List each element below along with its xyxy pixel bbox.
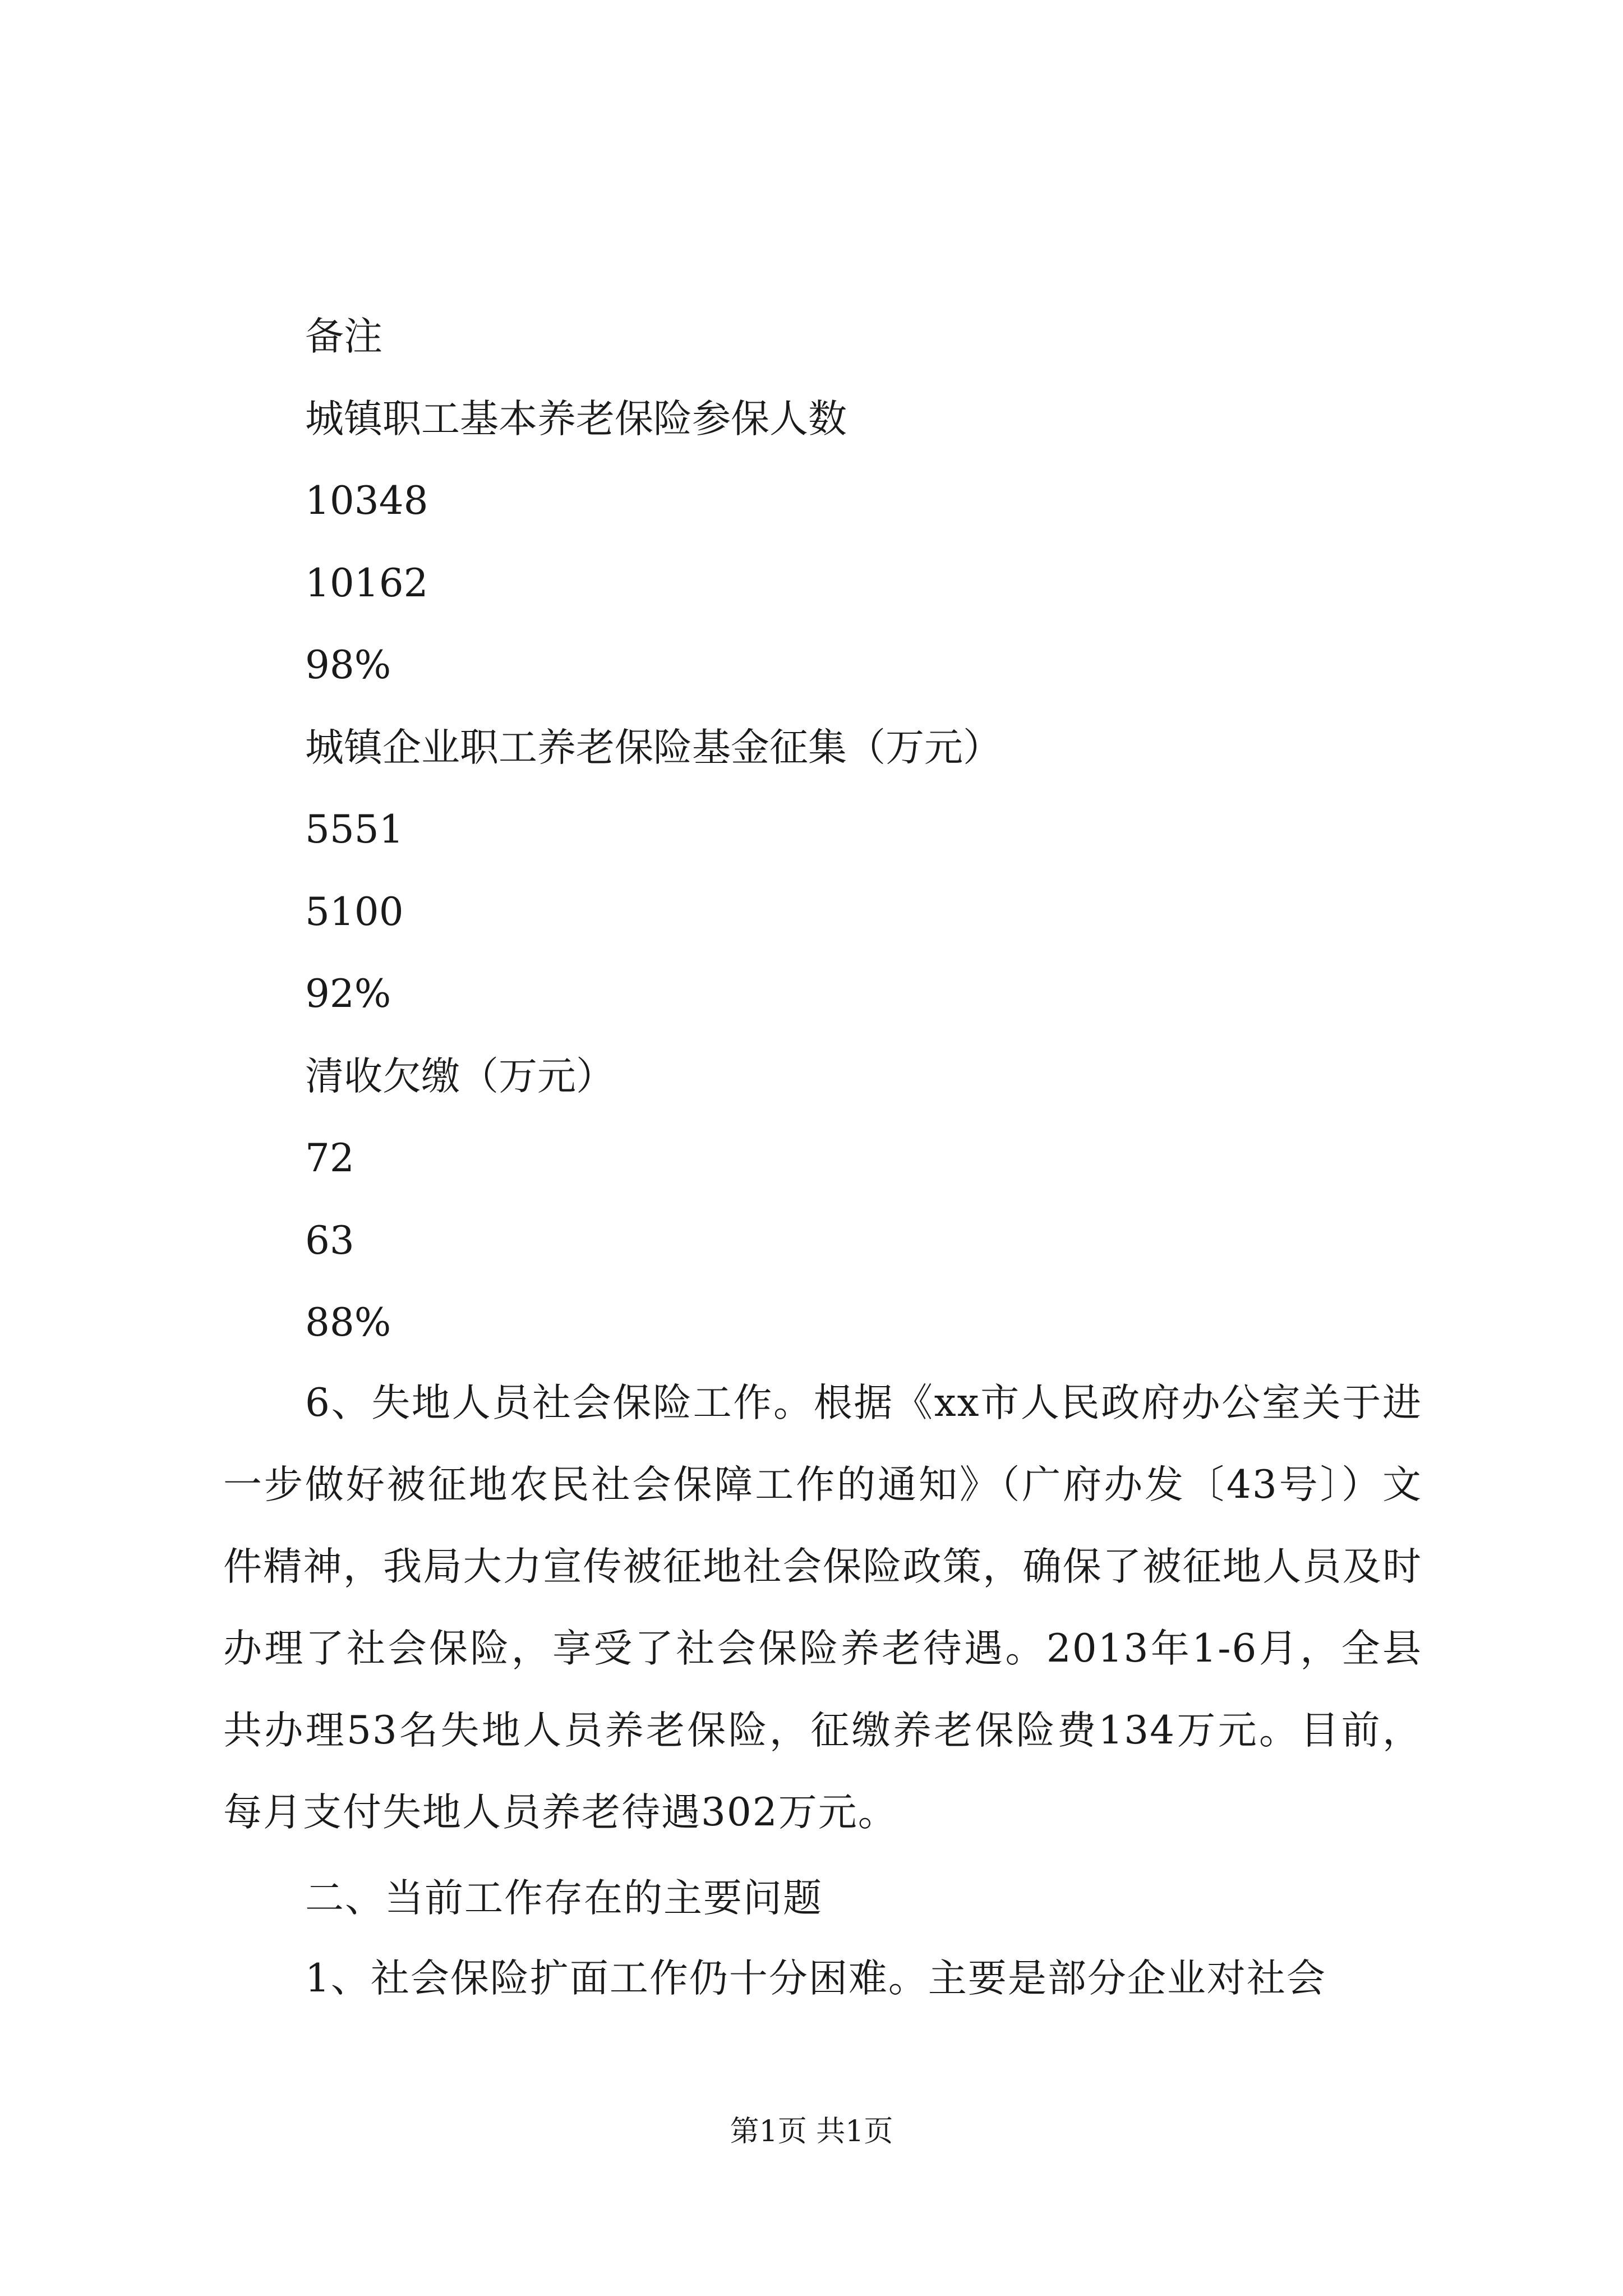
table-line-value: 5551 bbox=[305, 807, 404, 852]
paragraph-insurance-expansion: 1、社会保险扩面工作仍十分困难。主要是部分企业对社会 bbox=[305, 1956, 1326, 2001]
table-line-value: 63 bbox=[305, 1218, 354, 1263]
table-line-percent: 88% bbox=[305, 1300, 391, 1345]
table-line-pension-participants-label: 城镇职工基本养老保险参保人数 bbox=[305, 397, 847, 441]
table-line-value: 10162 bbox=[305, 561, 428, 606]
table-line-value: 5100 bbox=[305, 890, 404, 935]
table-line-percent: 92% bbox=[305, 972, 391, 1016]
section-heading: 二、当前工作存在的主要问题 bbox=[305, 1876, 823, 1921]
table-line-remark: 备注 bbox=[305, 314, 382, 359]
table-line-arrears-label: 清收欠缴（万元） bbox=[305, 1054, 615, 1099]
table-line-pension-fund-label: 城镇企业职工养老保险基金征集（万元） bbox=[305, 725, 1002, 770]
table-line-percent: 98% bbox=[305, 643, 391, 688]
table-line-value: 10348 bbox=[305, 478, 428, 523]
table-line-value: 72 bbox=[305, 1136, 354, 1181]
paragraph-land-lost-insurance: 6、失地人员社会保险工作。根据《xx市人民政府办公室关于进一步做好被征地农民社会保障工作的通知》（广府办发〔43号〕）文件精神，我局大力宣传被征地社会保险政策，确保了被征地人员及时办理了社会保险，享受了社会保险养老待遇。2013年1-6月，全县共办理53名失地人员养老保险，征缴养老保险费134万元。目前，每月支付失地人员养老待遇302万元。 bbox=[223, 1381, 1422, 1835]
page-footer: 第1页 共1页 bbox=[730, 2115, 893, 2148]
